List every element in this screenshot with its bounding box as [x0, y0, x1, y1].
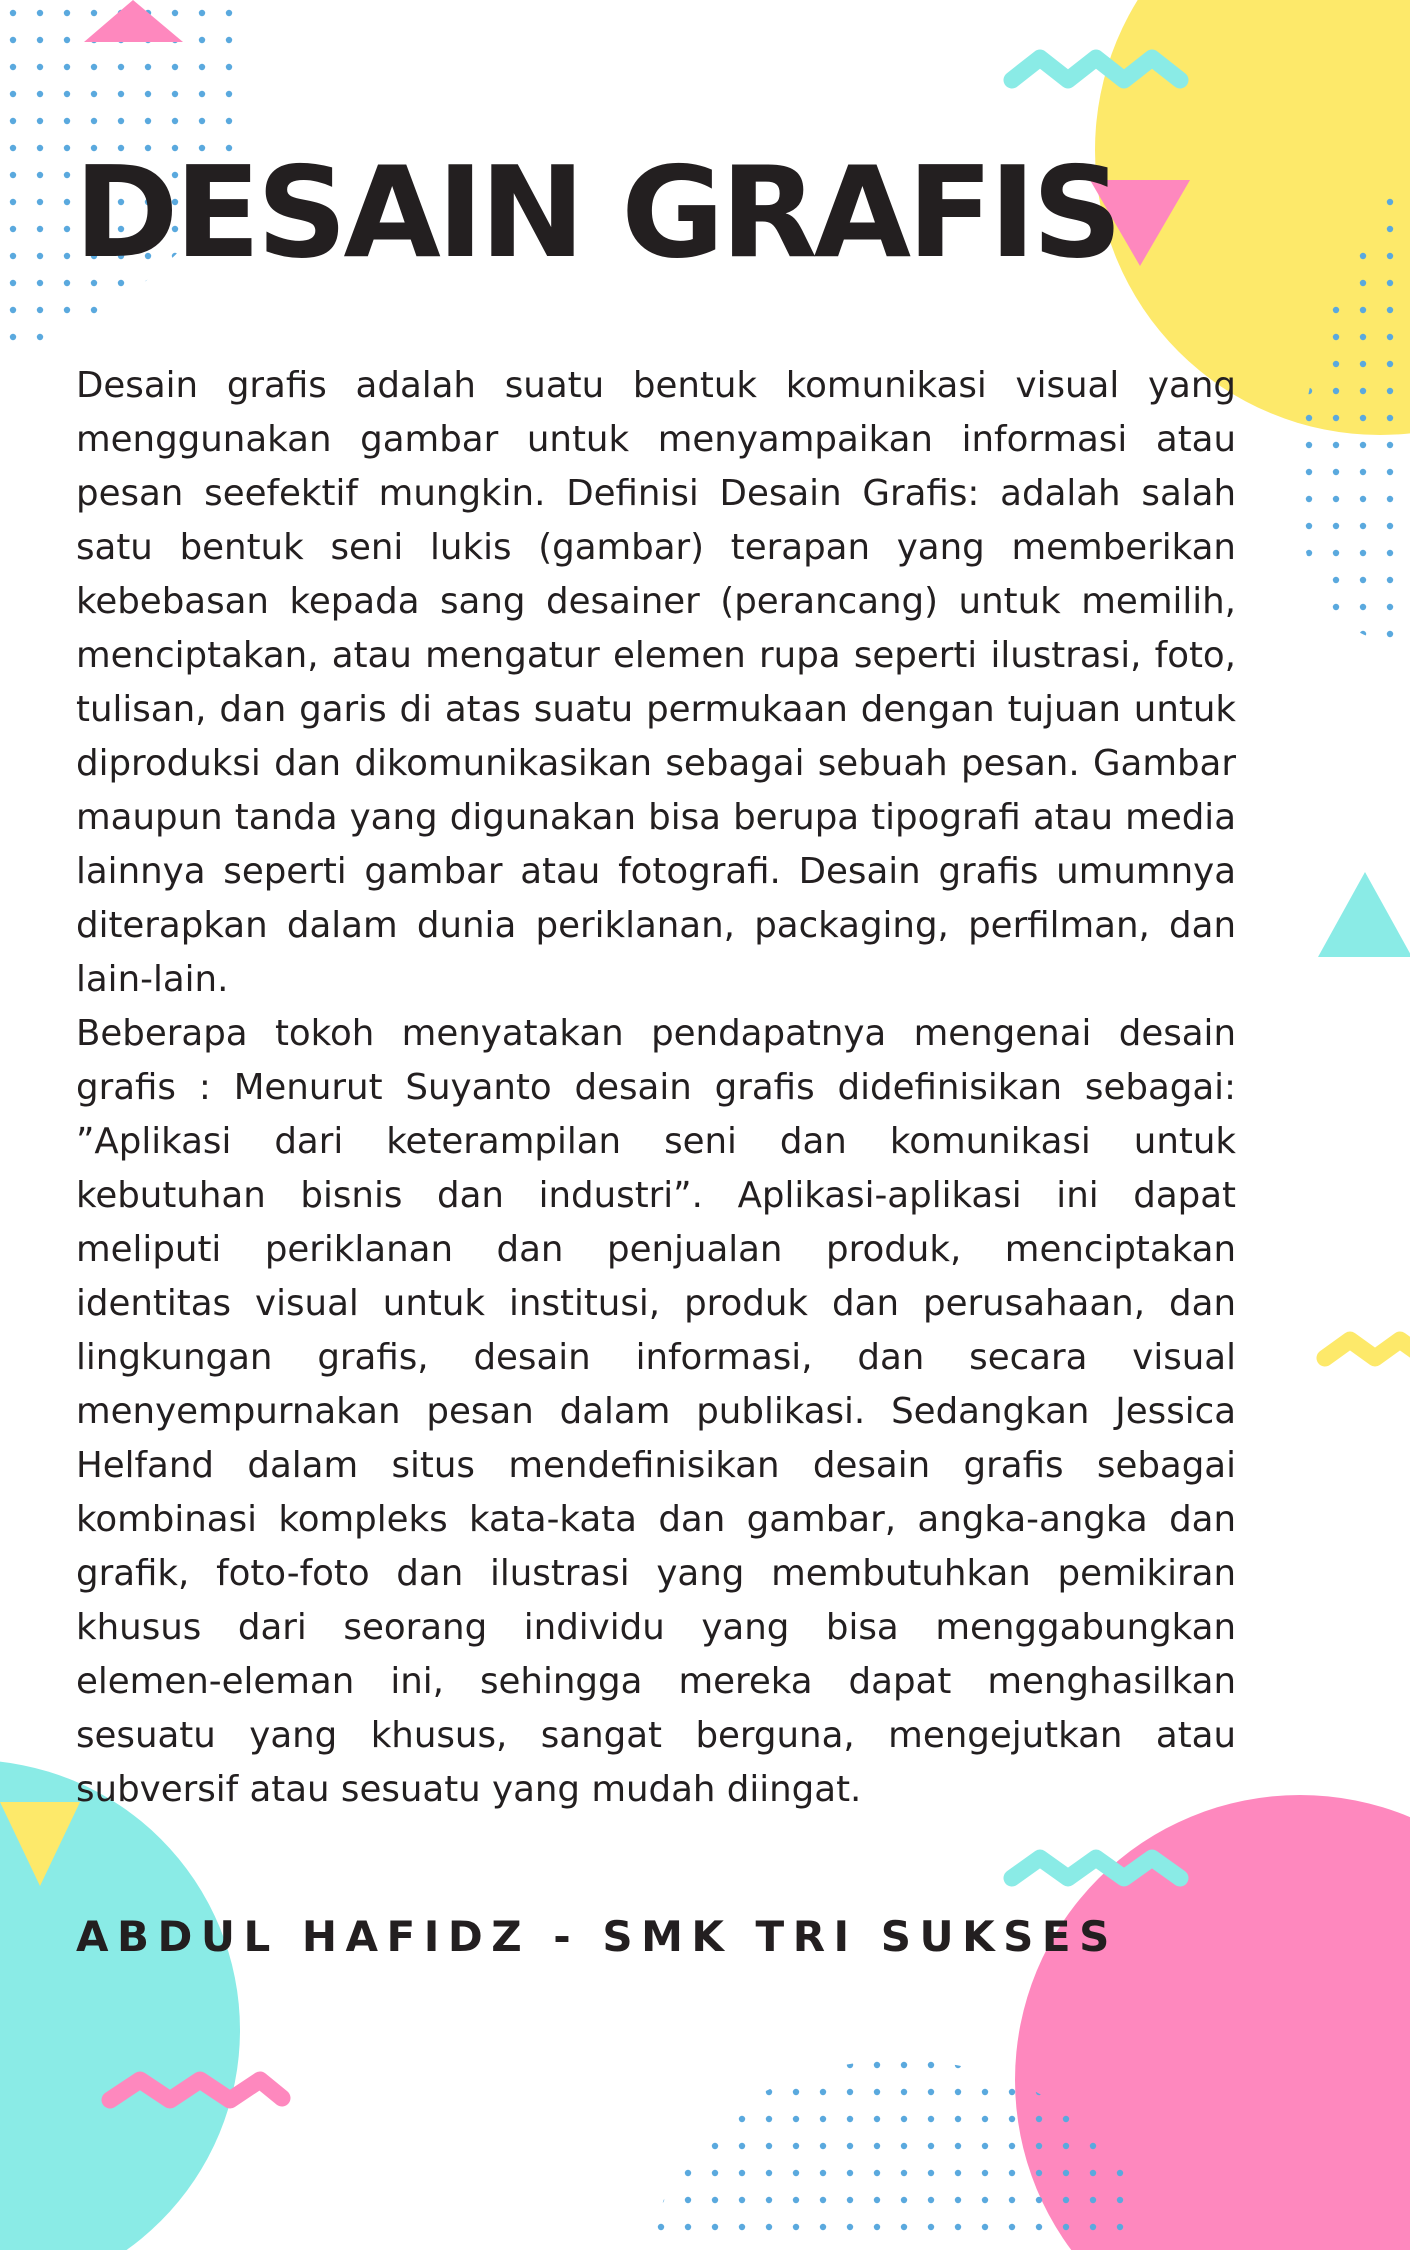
- paragraph-opinions: Beberapa tokoh menyatakan pendapatnya mengenai desain grafis : Menurut Suyanto desain grafis didefinisikan sebagai: ”Aplikasi dari keterampilan seni dan komunikasi untuk kebutuhan bisnis dan industri”. Aplikasi-aplikasi ini dapat meliputi periklanan dan penjualan produk, menciptakan identitas visual untuk institusi, produk dan perusahaan, dan lingkungan grafis, desain informasi, dan secara visual menyempurnakan pesan dalam publikasi. Sedangkan Jessica Helfand dalam situs mendefinisikan desain grafis sebagai kombinasi kompleks kata-kata dan gambar, angka-angka dan grafik, foto-foto dan ilustrasi yang membutuhkan pemikiran khusus dari seorang individu yang bisa menggabungkan elemen-eleman ini, sehingga mereka dapat menghasilkan sesuatu yang khusus, sangat berguna, mengejutkan atau subversif atau sesuatu yang mudah diingat.: [76, 1013, 1236, 1810]
- cyan-triangle-right: [1318, 872, 1410, 957]
- paragraph-definition: Desain grafis adalah suatu bentuk komunikasi visual yang menggunakan gambar untuk menyampaikan informasi atau pesan seefektif mungkin. Definisi Desain Grafis: adalah salah satu bentuk seni lukis (gambar) terapan yang memberikan kebebasan kepada sang desainer (perancang) untuk memilih, menciptakan, atau mengatur elemen rupa seperti ilustrasi, foto, tulisan, dan garis di atas suatu permukaan dengan tujuan untuk diproduksi dan dikomunikasikan sebagai sebuah pesan. Gambar maupun tanda yang digunakan bisa berupa tipografi atau media lainnya seperti gambar atau fotografi. Desain grafis umumnya diterapkan dalam dunia periklanan, packaging, perfilman, dan lain-lain.: [76, 365, 1236, 1000]
- body-text: [76, 359, 1236, 1817]
- yellow-zigzag-right: [1325, 1340, 1410, 1358]
- author-credit: ABDUL HAFIDZ - SMK TRI SUKSES: [76, 1912, 1118, 1961]
- page-title: DESAIN GRAFIS: [74, 139, 1119, 286]
